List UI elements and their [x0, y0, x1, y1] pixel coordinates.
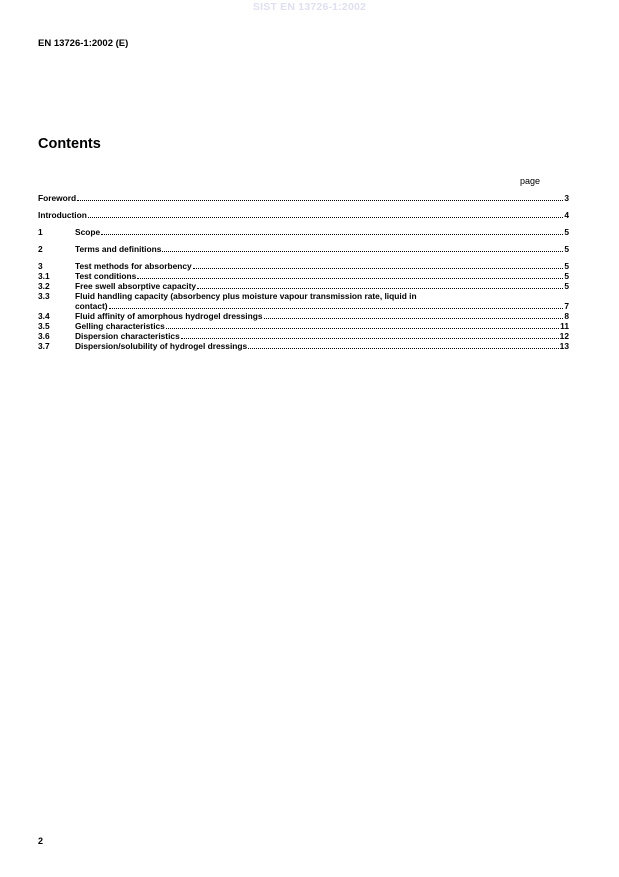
toc-entry-title: Test methods for absorbency — [75, 261, 192, 271]
toc-entry-3-7[interactable] — [38, 341, 569, 351]
toc-entry-3-4[interactable] — [38, 311, 569, 321]
toc-entry-3-5[interactable] — [38, 321, 569, 331]
toc-entry-page: 4 — [564, 210, 569, 220]
page-number: 2 — [38, 836, 44, 846]
toc-entry-3[interactable] — [38, 261, 569, 271]
dot-leader — [77, 193, 563, 201]
toc-entry-title: Gelling characteristics — [75, 321, 165, 331]
dot-leader — [181, 331, 559, 339]
toc-entry-number: 3.2 — [38, 281, 50, 291]
dot-leader — [162, 244, 563, 252]
dot-leader — [109, 301, 564, 309]
dot-leader — [248, 341, 558, 349]
toc-entry-number: 3 — [38, 261, 43, 271]
toc-entry-number: 3.6 — [38, 331, 50, 341]
toc-entry-number: 1 — [38, 227, 43, 237]
toc-entry-page: 5 — [564, 227, 569, 237]
dot-leader — [193, 261, 564, 269]
toc-entry-number: 3.1 — [38, 271, 50, 281]
toc-entry-page: 3 — [564, 193, 569, 203]
toc-entry-page: 5 — [564, 281, 569, 291]
toc-entry-title: Fluid handling capacity (absorbency plus moisture vapour transmission rate, liquid in — [75, 291, 417, 301]
toc-entry-title: Fluid affinity of amorphous hydrogel dressings — [75, 311, 263, 321]
toc-entry-page: 13 — [559, 341, 569, 351]
toc-entry-page: 8 — [564, 311, 569, 321]
watermark: SIST EN 13726-1:2002 — [252, 1, 367, 13]
toc-entry-title: Introduction — [38, 210, 87, 220]
page-title: Contents — [38, 136, 101, 152]
toc-entry-title: Free swell absorptive capacity — [75, 281, 197, 291]
dot-leader — [197, 281, 563, 289]
toc-entry-3-1[interactable] — [38, 271, 569, 281]
dot-leader — [264, 311, 564, 319]
dot-leader — [166, 321, 559, 329]
toc-entry-number: 2 — [38, 244, 43, 254]
toc-entry-page: 7 — [564, 301, 569, 311]
toc-entry-page: 11 — [560, 321, 569, 331]
toc-entry-page: 12 — [559, 331, 569, 341]
table-of-contents — [38, 193, 569, 351]
toc-entry-foreword[interactable] — [38, 193, 569, 203]
toc-entry-3-3-continuation[interactable] — [38, 301, 569, 311]
toc-entry-introduction[interactable] — [38, 210, 569, 220]
toc-entry-title: Dispersion/solubility of hydrogel dressings — [75, 341, 248, 351]
toc-entry-page: 5 — [564, 244, 569, 254]
toc-entry-number: 3.7 — [38, 341, 50, 351]
toc-entry-number: 3.3 — [38, 291, 50, 301]
toc-entry-3-6[interactable] — [38, 331, 569, 341]
toc-entry-title: Test conditions — [75, 271, 137, 281]
toc-entry-page: 5 — [564, 261, 569, 271]
toc-entry-1[interactable] — [38, 227, 569, 237]
toc-entry-3-3[interactable] — [38, 291, 569, 301]
toc-entry-title: Terms and definitions — [75, 244, 162, 254]
toc-entry-title: Foreword — [38, 193, 77, 203]
page-column-label: page — [520, 176, 541, 186]
dot-leader — [88, 210, 563, 218]
toc-entry-3-2[interactable] — [38, 281, 569, 291]
toc-entry-page: 5 — [564, 271, 569, 281]
toc-entry-number: 3.5 — [38, 321, 50, 331]
toc-entry-number: 3.4 — [38, 311, 50, 321]
toc-entry-2[interactable] — [38, 244, 569, 254]
toc-entry-title: Scope — [75, 227, 101, 237]
toc-entry-title: Dispersion characteristics — [75, 331, 180, 341]
dot-leader — [101, 227, 563, 235]
document-identifier: EN 13726-1:2002 (E) — [38, 38, 129, 49]
dot-leader — [137, 271, 563, 279]
toc-entry-title-continued: contact) — [75, 301, 108, 311]
